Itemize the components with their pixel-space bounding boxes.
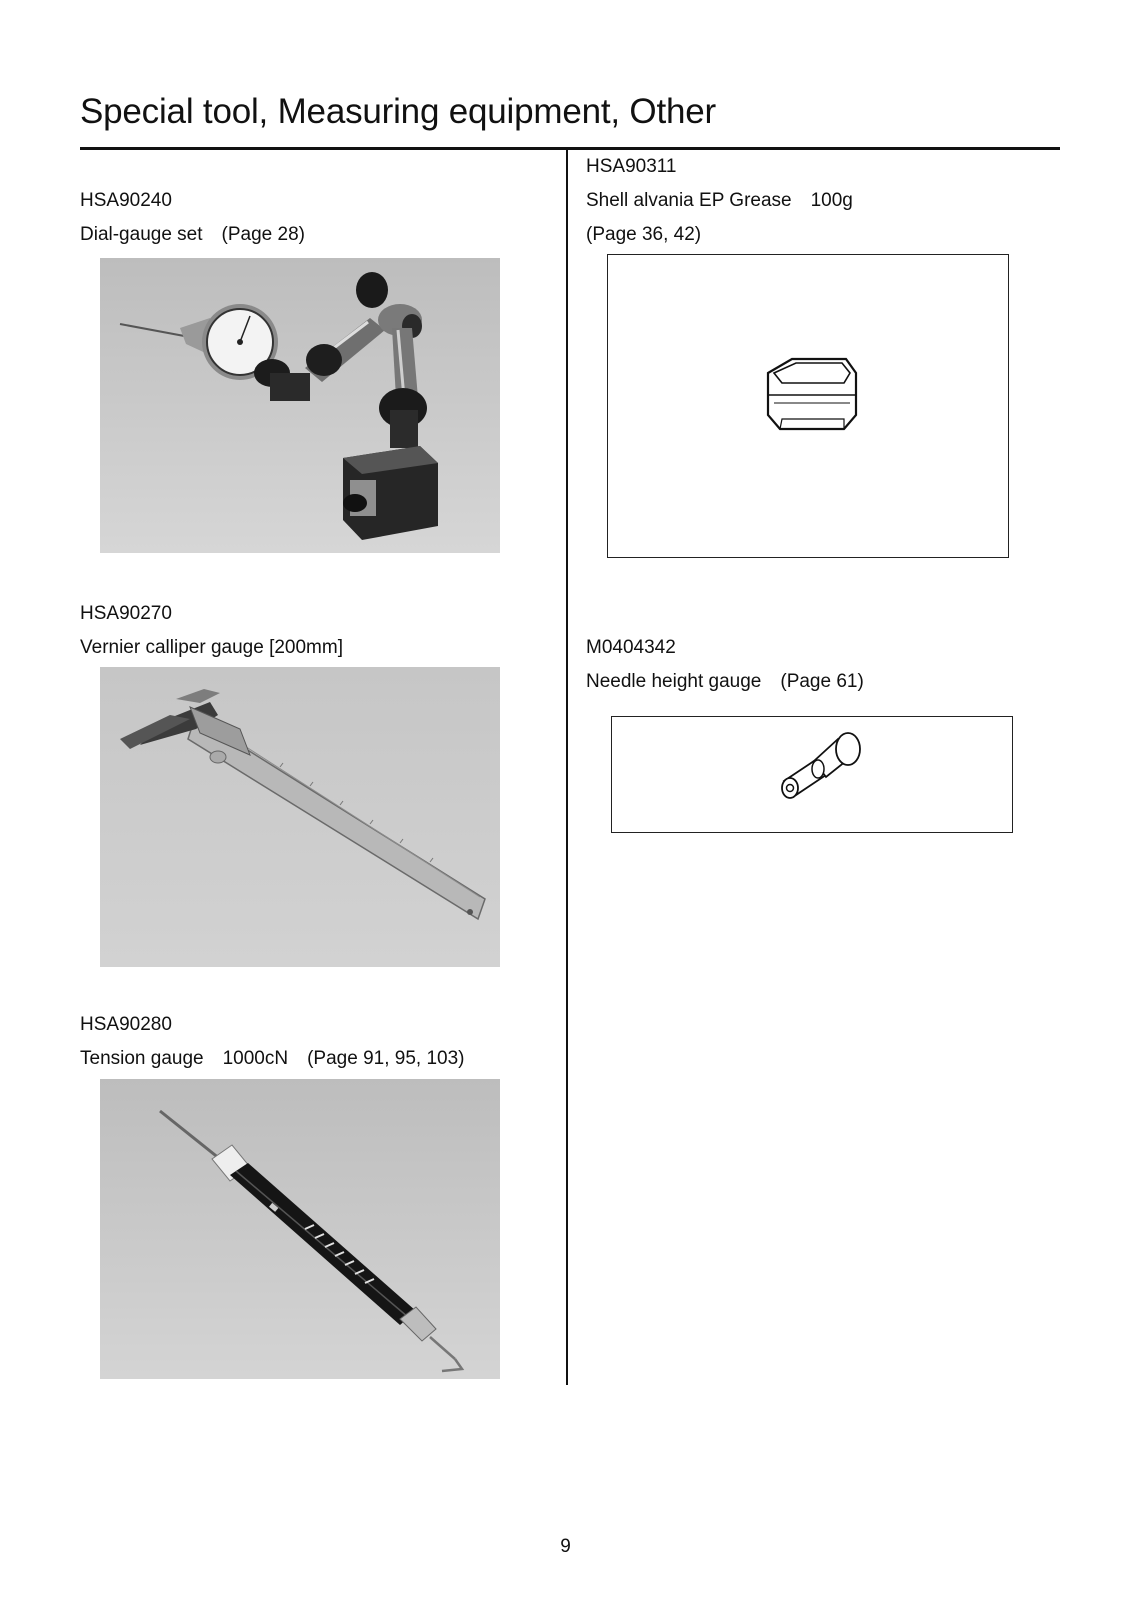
page-number: 9 [560,1536,571,1557]
item-name-vernier: Vernier calliper gauge [200mm] [80,637,343,658]
column-divider [566,150,568,1385]
dial-gauge-set-photo [100,258,500,553]
page-title: Special tool, Measuring equipment, Other [80,92,716,131]
item-code-needle-gauge: M0404342 [586,637,676,658]
needle-height-gauge-figure [611,716,1013,833]
item-name-tension: Tension gauge 1000cN (Page 91, 95, 103) [80,1048,465,1069]
tension-gauge-photo [100,1079,500,1379]
title-rule [80,147,1060,150]
item-name-grease: Shell alvania EP Grease 100g [586,190,853,211]
vernier-calliper-photo [100,667,500,967]
item-code-vernier: HSA90270 [80,603,172,624]
grease-container-figure [607,254,1009,558]
item-code-tension: HSA90280 [80,1014,172,1035]
item-code-grease: HSA90311 [586,156,677,177]
item-ref-grease: (Page 36, 42) [586,224,702,245]
item-name-dial-gauge: Dial-gauge set (Page 28) [80,224,305,245]
item-code-dial-gauge: HSA90240 [80,190,172,211]
item-name-needle-gauge: Needle height gauge (Page 61) [586,671,864,692]
